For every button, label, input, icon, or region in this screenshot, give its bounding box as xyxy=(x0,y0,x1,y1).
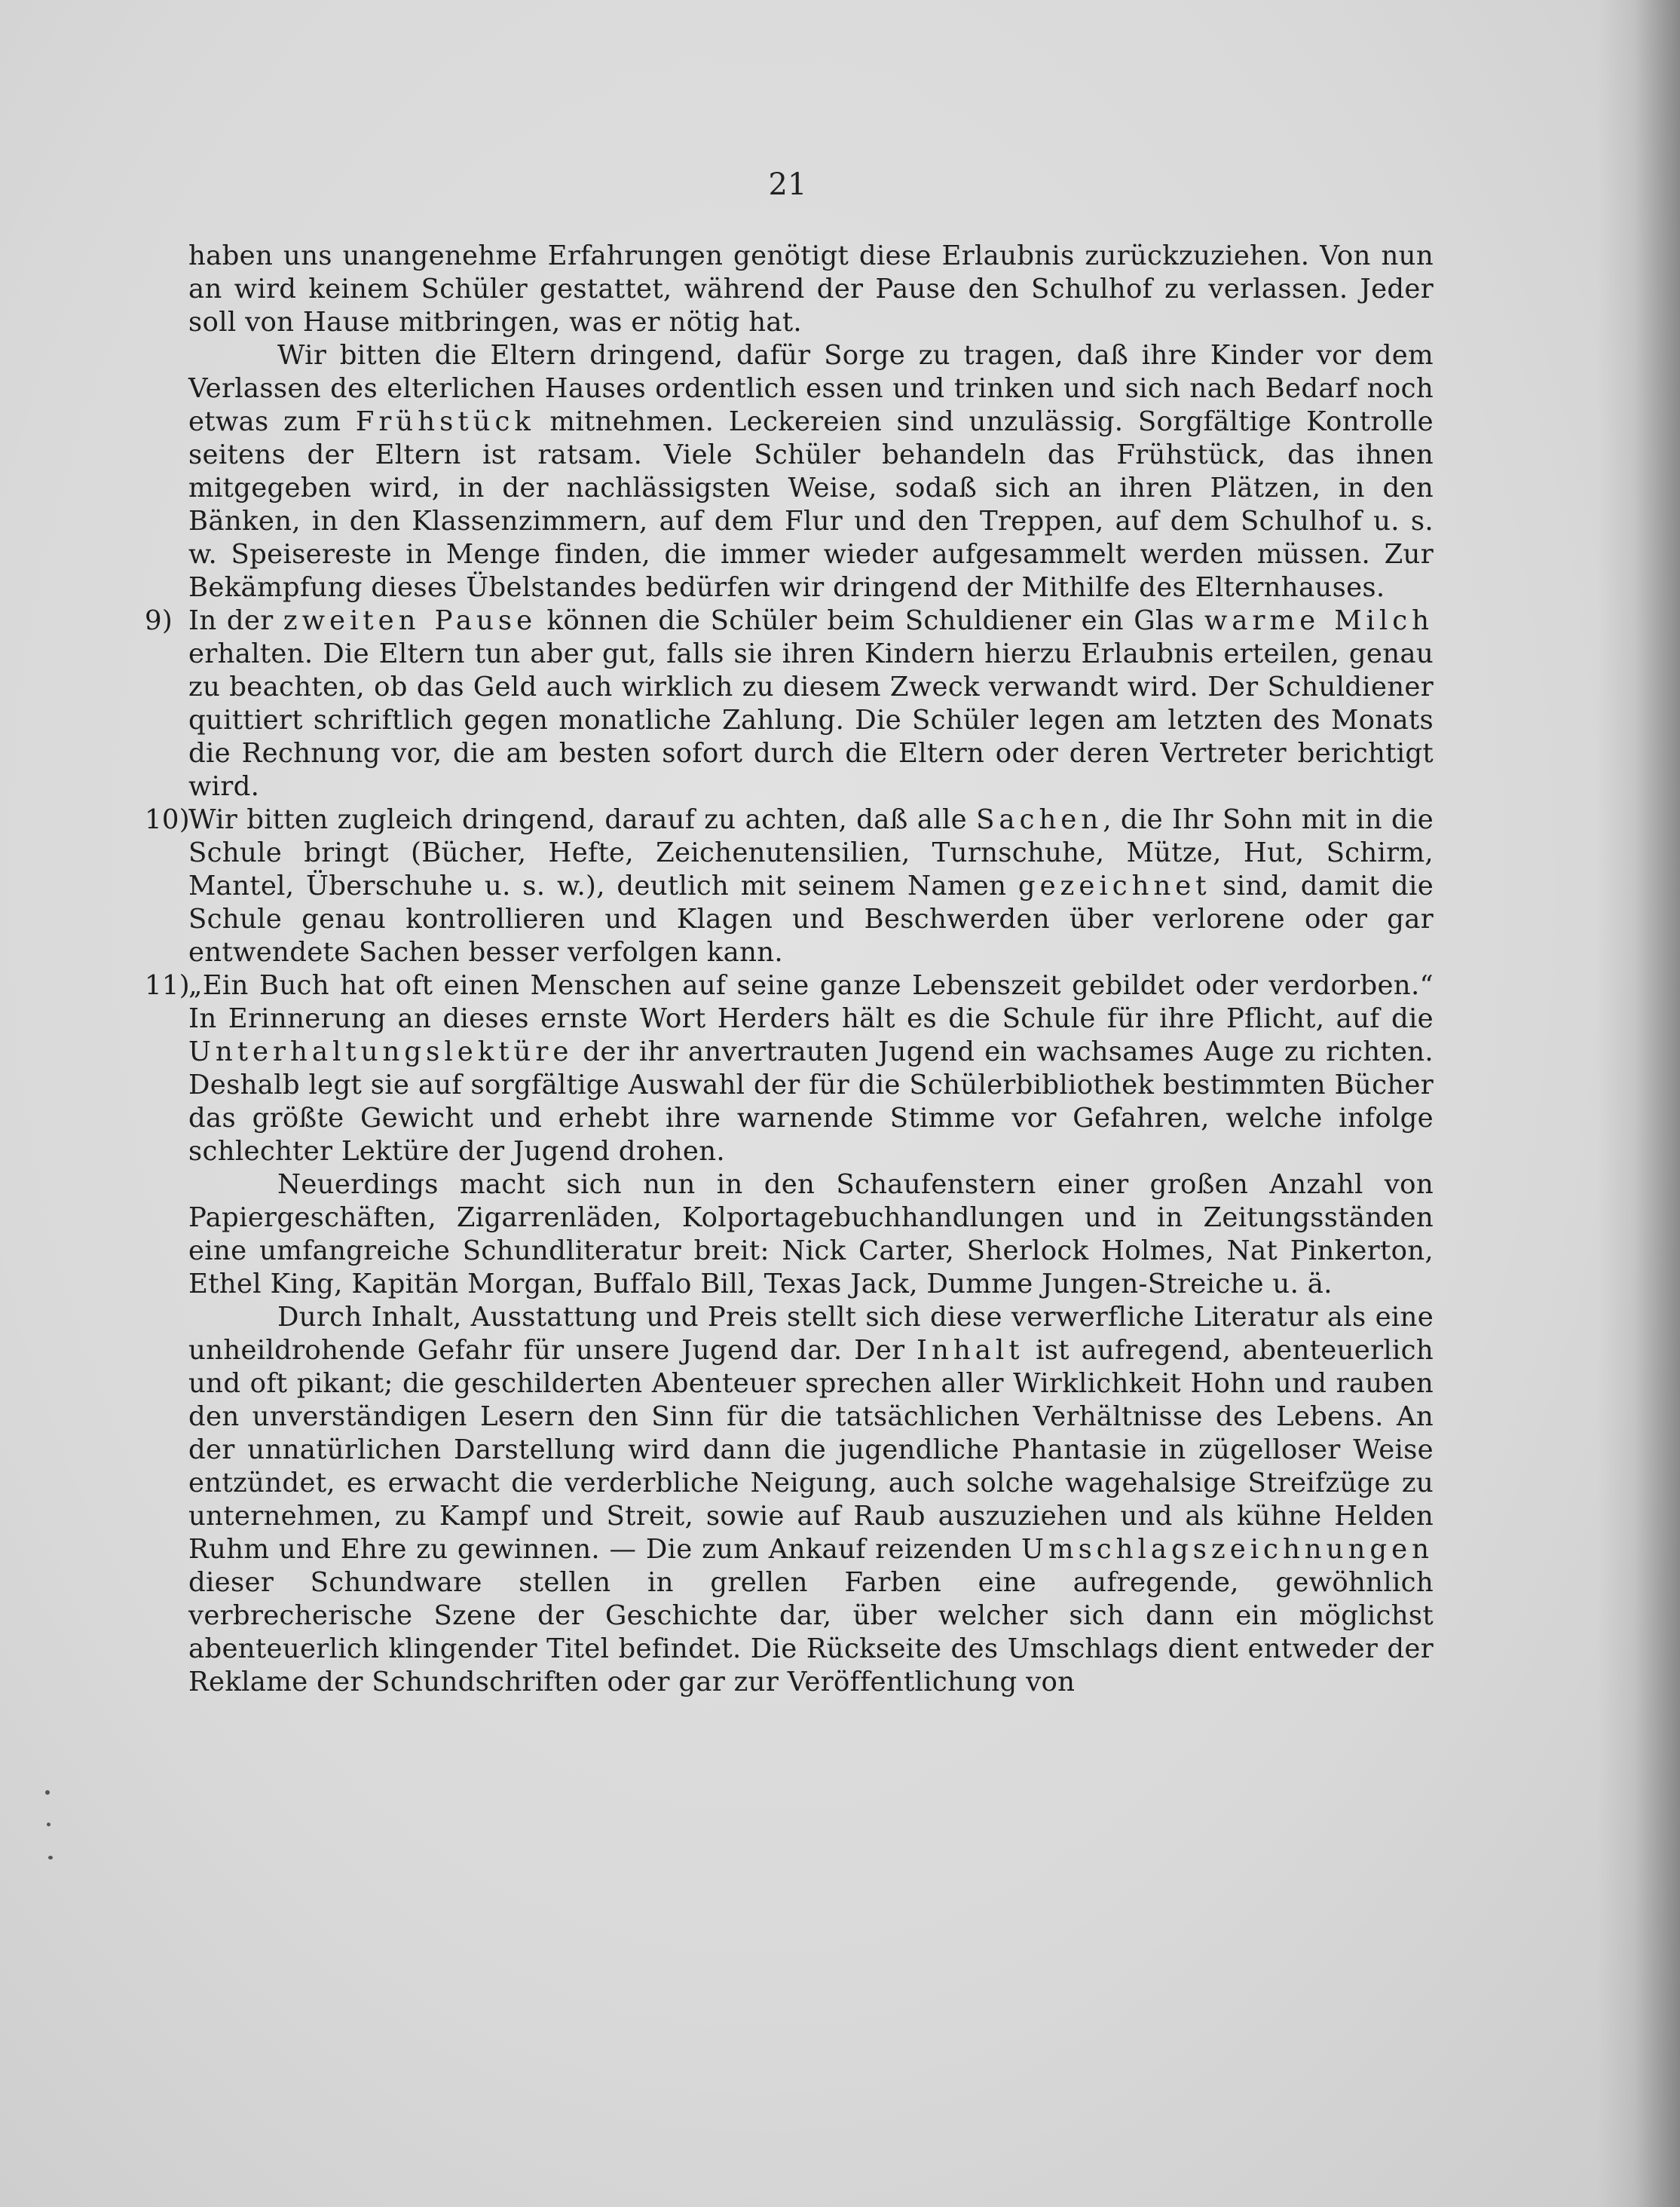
paragraph-text: „Ein Buch hat oft einen Menschen auf seine ganze Lebenszeit gebildet oder verdorben.“ In Erinnerung an dieses ernste Wort Herders hält es die Schule für ihre Pflicht, auf die xyxy=(188,970,1434,1034)
paragraph-schundliteratur xyxy=(188,1168,1434,1301)
paragraph-text: Wir bitten die Eltern dringend, dafür Sorge zu tragen, daß ihre Kinder vor dem Verlassen des elterlichen Hauses ordentlich essen und trinken und sich nach Bedarf noch etwas zum xyxy=(188,340,1434,437)
list-item-11 xyxy=(145,969,1434,1168)
print-speck xyxy=(45,1790,50,1795)
paragraph-text: haben uns unangenehme Erfahrungen genötigt diese Erlaubnis zurückzuziehen. Von nun an wird keinem Schüler gestattet, während der Pause den Schulhof zu verlassen. Jeder soll von Hause mitbringen, was er nötig hat. xyxy=(188,240,1434,338)
emphasis-text: gezeichnet xyxy=(1017,871,1211,901)
item-number: 10) xyxy=(145,804,190,835)
paragraph-text: der ihr anvertrauten Jugend ein wachsames Auge zu richten. Deshalb legt sie auf sorgfältige Auswahl der für die Schülerbibliothek bestimmten Bücher das größte Gewicht und erhebt ihre warnende Stimme vor Gefahren, welche infolge schlechter Lektüre der Jugend drohen. xyxy=(188,1036,1434,1167)
body-text xyxy=(145,240,1434,1699)
paragraph-text: können die Schüler beim Schuldiener ein Glas xyxy=(537,605,1204,636)
paragraph-text: Neuerdings macht sich nun in den Schaufenstern einer großen Anzahl von Papiergeschäften, Zigarrenläden, Kolportagebuchhandlungen und in Zeitungsständen eine umfangreiche Schundliteratur breit: Nick Carter, Sherlock Holmes, Nat Pinkerton, Ethel King, Kapitän Morgan, Buffalo Bill, Texas Jack, Dumme Jungen-Streiche u. ä. xyxy=(188,1169,1434,1299)
binding-shadow xyxy=(1597,0,1680,2207)
list-item-9 xyxy=(145,605,1434,804)
emphasis-text: Unterhaltungslektüre xyxy=(188,1036,574,1067)
paragraph-text: In der xyxy=(188,605,283,636)
emphasis-text: Sachen xyxy=(976,804,1103,835)
paragraph-text: ist aufregend, abenteuerlich und oft pikant; die geschilderten Abenteuer sprechen aller Wirklichkeit Hohn und rauben den unverständigen Lesern den Sinn für die tatsächlichen Verhältnisse des Lebens. An der unnatürlichen Darstellung wird dann die jugendliche Phantasie in zügelloser Weise entzündet, es erwacht die verderbliche Neigung, auch solche wagehalsige Streifzüge zu unternehmen, zu Kampf und Streit, sowie auf Raub auszuziehen und als kühne Helden Ruhm und Ehre zu gewinnen. — Die zum Ankauf reizenden xyxy=(188,1335,1434,1565)
print-speck xyxy=(47,1823,50,1826)
list-item-10 xyxy=(145,804,1434,969)
paragraph-text: , die Ihr Sohn mit in die Schule bringt (Bücher, Hefte, Zeichenutensilien, Turnschuhe, Mütze, Hut, Schirm, Mantel, Überschuhe u. s. w.), deutlich mit seinem Namen xyxy=(188,804,1434,901)
emphasis-text: Inhalt xyxy=(917,1335,1024,1366)
emphasis-text: Frühstück xyxy=(355,406,535,437)
paragraph-breakfast xyxy=(188,339,1434,605)
paragraph-text: dieser Schundware stellen in grellen Farben eine aufregende, gewöhnlich verbrecherische Szene der Geschichte dar, über welcher sich dann ein möglichst abenteuerlich klingender Titel befindet. Die Rückseite des Umschlags dient entweder der Reklame der Schundschriften oder gar zur Veröffentlichung von xyxy=(188,1567,1434,1697)
paragraph-text: mitnehmen. Leckereien sind unzulässig. Sorgfältige Kontrolle seitens der Eltern ist ratsam. Viele Schüler behandeln das Frühstück, das ihnen mitgegeben wird, in der nachlässigsten Weise, sodaß sich an ihren Plätzen, in den Bänken, in den Klassenzimmern, auf dem Flur und den Treppen, auf dem Schulhof u. s. w. Speisereste in Menge finden, die immer wieder aufgesammelt werden müssen. Zur Bekämpfung dieses Übelstandes bedürfen wir dringend der Mithilfe des Elternhauses. xyxy=(188,406,1434,603)
item-number: 11) xyxy=(145,970,190,1001)
paragraph-inhalt xyxy=(188,1301,1434,1699)
emphasis-text: Umschlagszeichnungen xyxy=(1021,1534,1434,1565)
emphasis-text: warme Milch xyxy=(1204,605,1434,636)
paragraph-text: Durch Inhalt, Ausstattung und Preis stellt sich diese verwerfliche Literatur als eine unheildrohende Gefahr für unsere Jugend dar. Der xyxy=(188,1302,1434,1366)
page-number: 21 xyxy=(768,167,807,202)
paragraph-text: Wir bitten zugleich dringend, darauf zu achten, daß alle xyxy=(188,804,977,835)
print-speck xyxy=(48,1856,53,1860)
paragraph-text: erhalten. Die Eltern tun aber gut, falls sie ihren Kindern hierzu Erlaubnis erteilen, genau zu beachten, ob das Geld auch wirklich zu diesem Zweck verwandt wird. Der Schuldiener quittiert schriftlich gegen monatliche Zahlung. Die Schüler legen am letzten des Monats die Rechnung vor, die am besten sofort durch die Eltern oder deren Vertreter berichtigt wird. xyxy=(188,638,1434,802)
paragraph-text: sind, damit die Schule genau kontrollieren und Klagen und Beschwerden über verlorene oder gar entwendete Sachen besser verfolgen kann. xyxy=(188,871,1434,968)
emphasis-text: zweiten Pause xyxy=(283,605,537,636)
item-number: 9) xyxy=(145,605,173,636)
paragraph-continuation xyxy=(188,240,1434,339)
